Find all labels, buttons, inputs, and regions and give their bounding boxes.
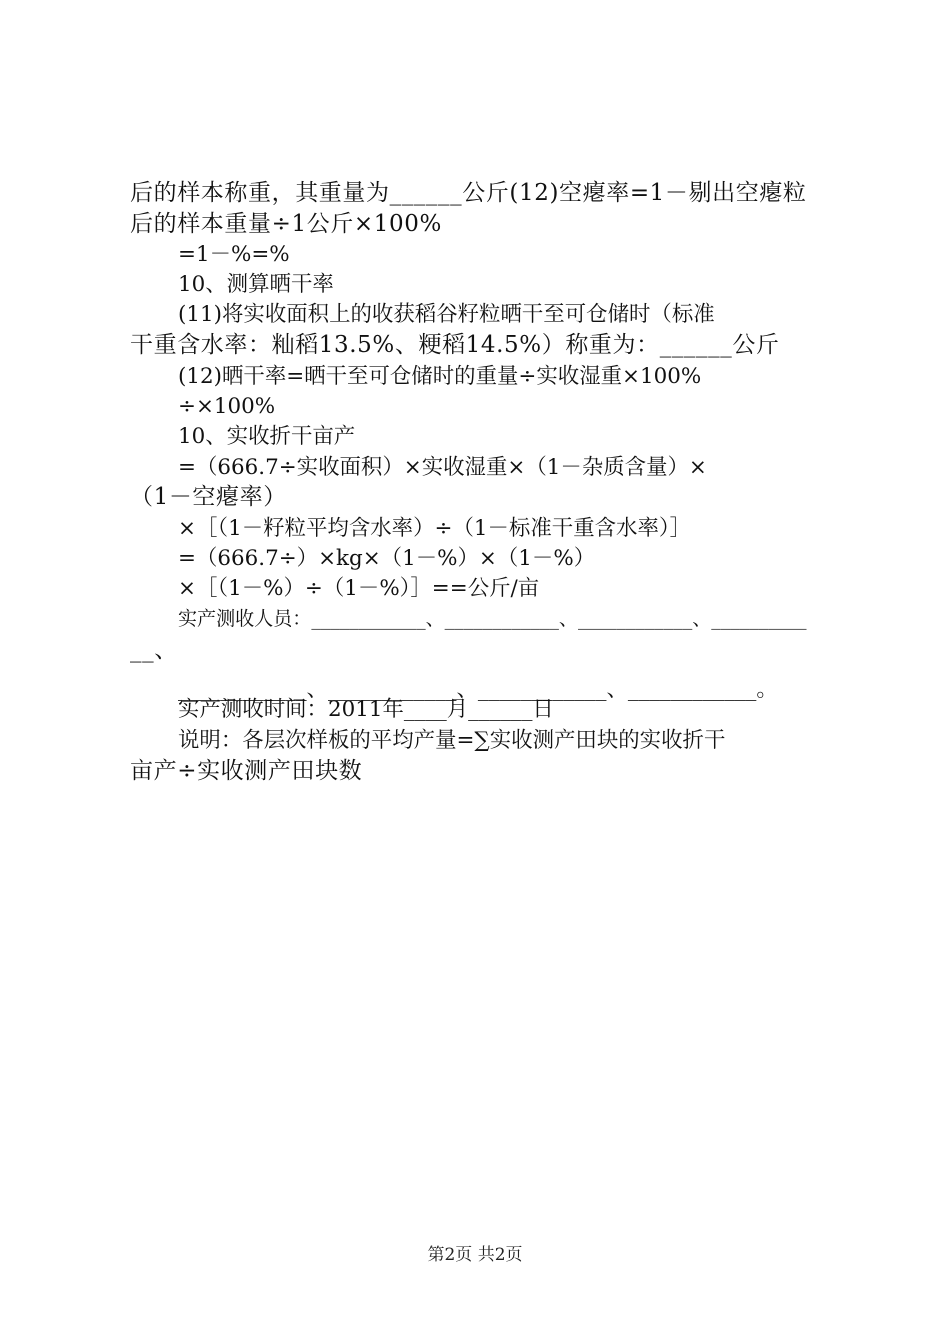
- text-line: (12)晒干率=晒干至可仓储时的重量÷实收湿重×100%: [178, 364, 702, 389]
- text-line: 干重含水率：籼稻13.5%、粳稻14.5%）称重为：______公斤: [130, 332, 780, 358]
- text-line: 10、实收折干亩产: [178, 424, 356, 449]
- page-footer: 第2页 共2页: [427, 1245, 523, 1265]
- text-line: (11)将实收面积上的收获稻谷籽粒晒干至可仓储时（标准: [178, 302, 715, 327]
- text-line: ÷×100%: [178, 394, 276, 419]
- text-line: 后的样本称重，其重量为______公斤(12)空瘪率=1－剔出空瘪粒: [130, 180, 807, 206]
- text-line: ____________、____________、____________、____________。: [178, 677, 778, 702]
- text-line: 实产测收人员：____________、____________、____________、__________: [178, 608, 807, 630]
- text-line: 亩产÷实收测产田块数: [130, 758, 363, 784]
- text-line: 10、测算晒干率: [178, 272, 334, 297]
- text-line: ×［（1－籽粒平均含水率）÷（1－标准干重含水率）］: [178, 516, 692, 541]
- text-line: =1－%=%: [178, 242, 290, 267]
- text-line: （1－空瘪率）: [130, 484, 287, 510]
- text-line: 实产测收时间：2011年____月______日: [178, 697, 554, 722]
- text-line: 后的样本重量÷1公斤×100%: [130, 211, 442, 237]
- text-line: 说明：各层次样板的平均产量=∑实收测产田块的实收折干: [178, 728, 726, 753]
- text-line: =（666.7÷实收面积）×实收湿重×（1－杂质含量）×: [178, 455, 707, 480]
- text-line: __、: [130, 637, 178, 663]
- text-line: =（666.7÷）×kg×（1－%）×（1－%）: [178, 546, 596, 571]
- text-line: ×［（1－%）÷（1－%）］==公斤/亩: [178, 576, 540, 601]
